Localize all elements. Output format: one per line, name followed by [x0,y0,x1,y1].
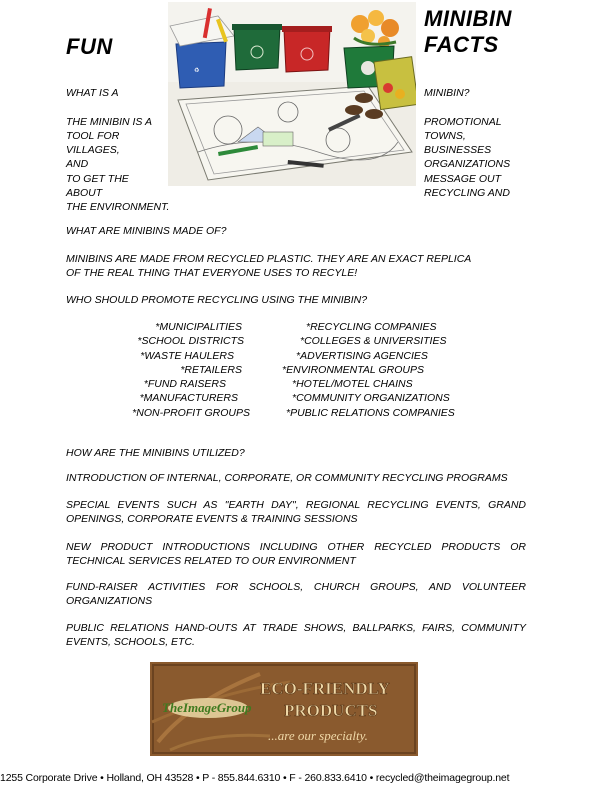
intro-right-line [424,100,510,114]
who-question: WHO SHOULD PROMOTE RECYCLING USING THE MINIBIN? [66,294,368,306]
logo-graphic [150,662,418,756]
made-of-answer-line1: MINIBINS ARE MADE FROM RECYCLED PLASTIC. THEY ARE AN EXACT REPLICA [66,253,472,265]
logo-line1: ECO-FRIENDLY [260,679,390,698]
promoter-item: *COLLEGES & UNIVERSITIES [300,335,447,348]
promoters-left-list [90,320,250,420]
promoter-item: *ADVERTISING AGENCIES [296,349,428,362]
headline-fun: FUN [66,34,113,59]
intro-right-line: TOWNS, [424,129,466,142]
intro-left-line: THE ENVIRONMENT. [66,201,170,214]
how-question: HOW ARE THE MINIBINS UTILIZED? [66,447,245,459]
intro-right-line: BUSINESSES [424,144,492,157]
intro-left-line: AND [66,158,89,171]
minibin-photo-illustration [168,2,416,186]
promoter-item: *FUND RAISERS [143,378,226,391]
use-item: PUBLIC RELATIONS HAND-OUTS AT TRADE SHOWS, BALLPARKS, FAIRS, COMMUNITY EVENTS, SCHOOLS, ETC. [66,622,526,649]
promoter-item: *NON-PROFIT GROUPS [132,406,250,419]
promoter-item: *WASTE HAULERS [140,349,234,362]
promoter-item: *ENVIRONMENTAL GROUPS [282,363,424,376]
headline-minibin: MINIBIN [424,6,512,31]
use-item: FUND-RAISER ACTIVITIES FOR SCHOOLS, CHURCH GROUPS, AND VOLUNTEER ORGANIZATIONS [66,581,526,608]
promoter-item: *HOTEL/MOTEL CHAINS [292,378,413,391]
logo-brand: TheImageGroup [162,700,252,715]
intro-right-line: PROMOTIONAL [424,115,502,128]
promoter-item: *MUNICIPALITIES [155,321,242,333]
intro-right-line: RECYCLING AND [424,187,510,200]
intro-right-line: ORGANIZATIONS [424,158,511,171]
made-of-answer-line2: OF THE REAL THING THAT EVERYONE USES TO RECYLE! [66,267,358,279]
use-item: INTRODUCTION OF INTERNAL, CORPORATE, OR COMMUNITY RECYCLING PROGRAMS [66,472,508,484]
logo-line2: PRODUCTS [284,701,378,720]
use-item: SPECIAL EVENTS SUCH AS "EARTH DAY", REGIONAL RECYCLING EVENTS, GRAND OPENINGS, CORPORATE EVENTS & TRAINING SESSIONS [66,499,526,526]
made-of-question: WHAT ARE MINIBINS MADE OF? [66,225,227,237]
intro-left-line: THE MINIBIN IS A [66,115,152,128]
logo-tagline: ...are our specialty. [268,728,368,743]
contact-footer: 1255 Corporate Drive • Holland, OH 43528 • P - 855.844.6310 • F - 260.833.6410 • recycled@theimagegroup.net [0,772,510,784]
promoter-item: *MANUFACTURERS [139,392,238,405]
intro-left-line: WHAT IS A [66,87,119,99]
minibin-photo [168,2,416,186]
eco-friendly-logo [150,662,418,756]
headline-facts: FACTS [424,32,499,57]
intro-left-line: TOOL FOR [66,129,120,142]
intro-right-column [424,86,510,200]
use-item: NEW PRODUCT INTRODUCTIONS INCLUDING OTHER RECYCLED PRODUCTS OR TECHNICAL SERVICES RELATED TO OUR ENVIRONMENT [66,541,526,568]
intro-left-line: TO GET THE [66,172,129,185]
svg-text:♻: ♻ [194,68,200,74]
intro-right-line: MINIBIN? [424,87,470,99]
intro-left-line: ABOUT [66,187,103,200]
promoters-right-list [282,320,455,420]
promoter-item: *PUBLIC RELATIONS COMPANIES [286,406,455,419]
promoter-item: *COMMUNITY ORGANIZATIONS [292,392,450,405]
promoter-item: *RETAILERS [180,363,242,376]
intro-right-line: MESSAGE OUT [424,172,502,185]
intro-left-column [66,86,169,215]
intro-left-line [66,100,169,114]
promoter-item: *RECYCLING COMPANIES [306,321,437,333]
intro-left-line: VILLAGES, [66,144,120,157]
promoter-item: *SCHOOL DISTRICTS [137,335,244,348]
